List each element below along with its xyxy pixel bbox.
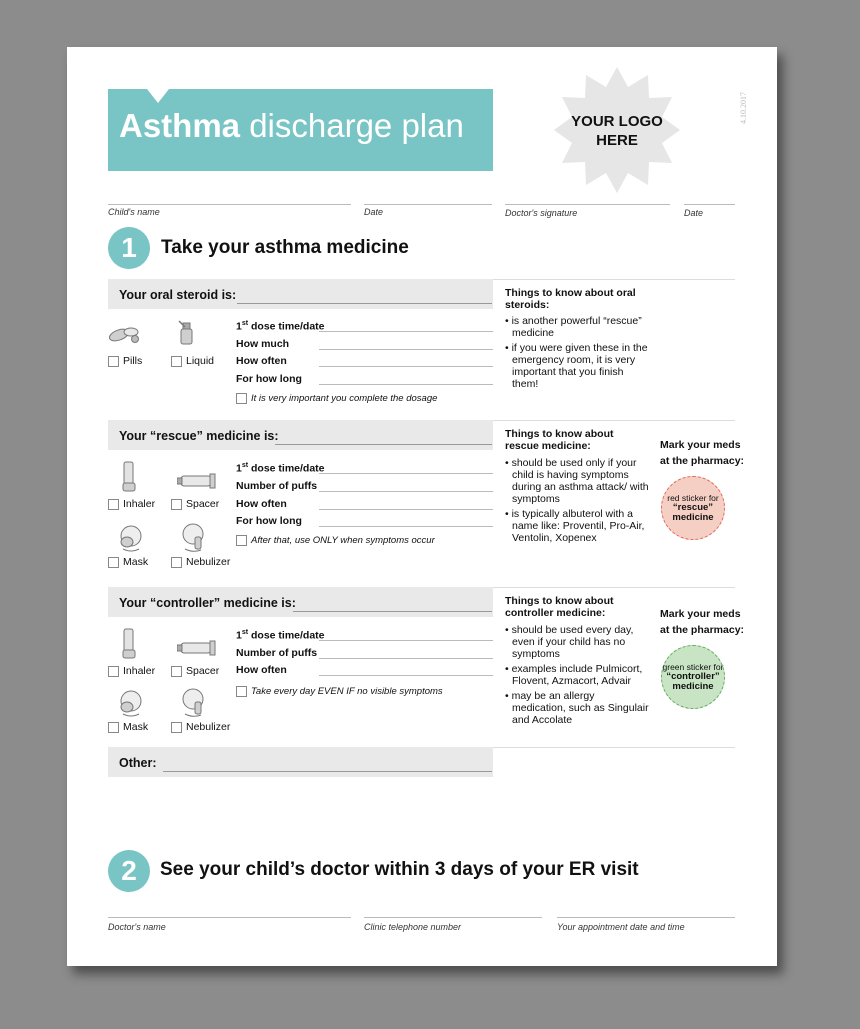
rescue-mask-label: Mask: [123, 556, 149, 568]
controller-spacer-label: Spacer: [186, 665, 220, 677]
liquid-bottle-icon: [176, 319, 198, 345]
red-sticker-badge: red sticker for “rescue” medicine: [661, 476, 725, 540]
list-item: • may be an allergy medication, such as Singulair and Accolate: [505, 690, 649, 726]
controller-how-often-label: How often: [236, 664, 287, 676]
other-bar: [108, 747, 493, 777]
liquid-label: Liquid: [186, 355, 215, 367]
rescue-nebulizer-label: Nebulizer: [186, 556, 231, 568]
controller-spacer-checkbox[interactable]: [171, 666, 182, 677]
appointment-line[interactable]: [557, 916, 735, 918]
version-date: 4.10.2017: [739, 92, 748, 124]
clinic-phone-caption: Clinic telephone number: [364, 922, 462, 932]
rescue-symptoms-checkbox[interactable]: [236, 535, 247, 546]
rescue-nebulizer-checkbox[interactable]: [171, 557, 182, 568]
rescue-inhaler-checkbox[interactable]: [108, 499, 119, 510]
controller-first-dose-input[interactable]: [319, 639, 493, 641]
list-item: • should be used only if your child is having symptoms during an asthma attack/ with symptoms: [505, 457, 649, 505]
oral-how-often-input[interactable]: [319, 365, 493, 367]
rescue-info-list: [505, 457, 650, 547]
oral-first-dose-label: 1st dose time/date: [236, 320, 325, 333]
controller-every-day-checkbox[interactable]: [236, 686, 247, 697]
list-item: • examples include Pulmicort, Flovent, Azmacort, Advair: [505, 663, 643, 687]
rescue-mark-meds-text: Mark your meds at the pharmacy:: [660, 439, 745, 467]
doctor-name-line[interactable]: [108, 916, 351, 918]
mask-face-icon: [117, 688, 145, 718]
liquid-checkbox[interactable]: [171, 356, 182, 367]
rescue-how-often-input[interactable]: [319, 508, 493, 510]
logo-placeholder-text: YOUR LOGO HERE: [571, 113, 663, 149]
controller-mask-label: Mask: [123, 721, 149, 733]
appointment-caption: Your appointment date and time: [557, 922, 685, 932]
list-item: • is another powerful “rescue” medicine: [505, 315, 642, 339]
spacer-icon: [177, 472, 217, 490]
clinic-phone-line[interactable]: [364, 916, 542, 918]
controller-inhaler-label: Inhaler: [123, 665, 156, 677]
oral-complete-dosage-note: It is very important you complete the dosage: [251, 393, 438, 404]
rescue-how-long-input[interactable]: [319, 525, 493, 527]
pills-label: Pills: [123, 355, 143, 367]
oral-info-list: [505, 315, 650, 393]
controller-puffs-input[interactable]: [319, 657, 493, 659]
rescue-info-heading: Things to know about rescue medicine:: [505, 428, 614, 452]
controller-info-heading: Things to know about controller medicine:: [505, 595, 614, 619]
list-item: • if you were given these in the emergency room, it is very important that you finish them!: [505, 342, 648, 390]
oral-how-often-label: How often: [236, 355, 287, 367]
oral-how-long-label: For how long: [236, 373, 302, 385]
date-line-2: [684, 203, 735, 205]
controller-inhaler-checkbox[interactable]: [108, 666, 119, 677]
inhaler-icon: [121, 628, 137, 660]
spacer-icon: [177, 639, 217, 657]
step-2-circle: 2: [108, 850, 150, 892]
oral-info-heading: Things to know about oral steroids:: [505, 287, 636, 311]
step-2-title: See your child’s doctor within 3 days of your ER visit: [160, 859, 639, 880]
oral-steroid-label: Your oral steroid is:: [119, 288, 237, 302]
rescue-first-dose-label: 1st dose time/date: [236, 462, 325, 475]
green-sticker-badge: green sticker for “controller” medicine: [661, 645, 725, 709]
date-caption-2: Date: [684, 208, 704, 218]
rescue-mask-checkbox[interactable]: [108, 557, 119, 568]
oral-how-much-label: How much: [236, 338, 290, 350]
other-input[interactable]: [163, 770, 492, 772]
date-caption: Date: [364, 207, 384, 217]
rescue-label: Your “rescue” medicine is:: [119, 429, 279, 443]
step-1-circle: 1: [108, 227, 150, 269]
controller-nebulizer-label: Nebulizer: [186, 721, 231, 733]
rescue-spacer-label: Spacer: [186, 498, 220, 510]
controller-input[interactable]: [293, 610, 492, 612]
list-item: • is typically albuterol with a name like: Proventil, Pro-Air, Ventolin, Xopenex: [505, 508, 645, 544]
oral-how-long-input[interactable]: [319, 383, 493, 385]
document-title: Asthma discharge plan: [119, 107, 464, 144]
oral-first-dose-input[interactable]: [319, 330, 493, 332]
doctor-name-caption: Doctor's name: [108, 922, 166, 932]
controller-how-often-input[interactable]: [319, 674, 493, 676]
nebulizer-face-icon: [181, 522, 209, 554]
inhaler-icon: [121, 461, 137, 493]
doctor-signature-caption: Doctor's signature: [505, 208, 578, 218]
rescue-first-dose-input[interactable]: [319, 472, 493, 474]
list-item: • should be used every day, even if your child has no symptoms: [505, 624, 634, 660]
document-page: [67, 47, 777, 966]
pills-icon: [107, 323, 141, 345]
rescue-how-long-label: For how long: [236, 515, 302, 527]
step-1-title: Take your asthma medicine: [161, 237, 409, 258]
doctor-signature-line: [505, 203, 670, 205]
banner-notch: [147, 89, 169, 103]
controller-every-day-note: Take every day EVEN IF no visible symptoms: [251, 686, 443, 697]
child-name-line: [108, 203, 351, 205]
oral-steroid-input[interactable]: [237, 302, 492, 304]
controller-puffs-label: Number of puffs: [236, 647, 318, 659]
controller-label: Your “controller” medicine is:: [119, 596, 296, 610]
other-label: Other:: [119, 756, 157, 770]
oral-how-much-input[interactable]: [319, 348, 493, 350]
rescue-inhaler-label: Inhaler: [123, 498, 156, 510]
nebulizer-face-icon: [181, 687, 209, 719]
oral-complete-dosage-checkbox[interactable]: [236, 393, 247, 404]
rescue-symptoms-note: After that, use ONLY when symptoms occur: [251, 535, 435, 546]
rescue-puffs-label: Number of puffs: [236, 480, 318, 492]
pills-checkbox[interactable]: [108, 356, 119, 367]
child-name-caption: Child's name: [108, 207, 160, 217]
date-line: [364, 203, 492, 205]
controller-first-dose-label: 1st dose time/date: [236, 629, 325, 642]
controller-info-list: [505, 624, 650, 729]
rescue-input[interactable]: [275, 443, 492, 445]
rescue-how-often-label: How often: [236, 498, 287, 510]
mask-face-icon: [117, 523, 145, 553]
controller-nebulizer-checkbox[interactable]: [171, 722, 182, 733]
rescue-puffs-input[interactable]: [319, 490, 493, 492]
rescue-spacer-checkbox[interactable]: [171, 499, 182, 510]
controller-mask-checkbox[interactable]: [108, 722, 119, 733]
controller-mark-meds-text: Mark your meds at the pharmacy:: [660, 608, 745, 636]
